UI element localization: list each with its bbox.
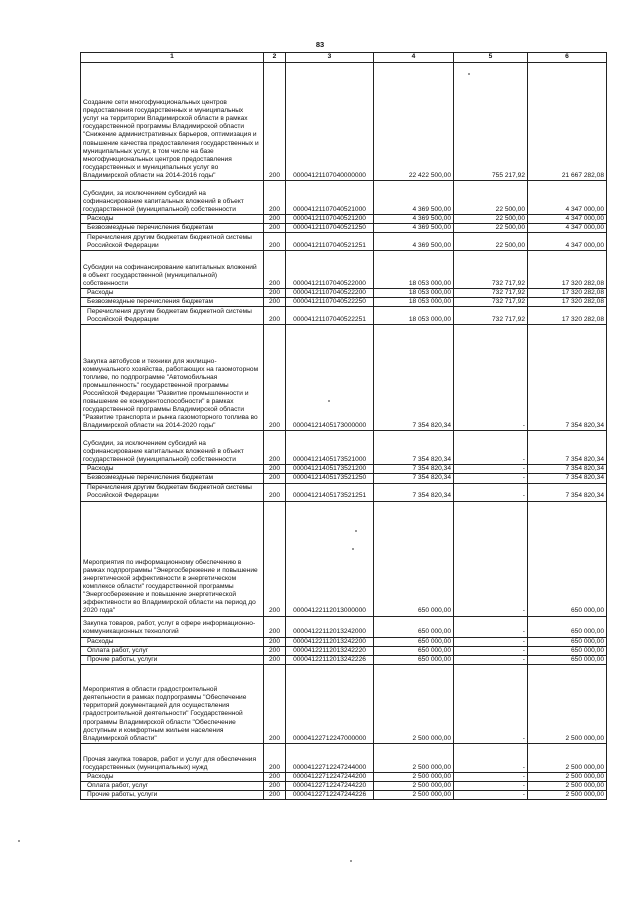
row-value-cell: 7 354 820,34	[528, 474, 607, 483]
row-name-cell: Прочие работы, услуги	[81, 655, 264, 664]
row-name-cell: Расходы	[81, 772, 264, 781]
row-value-cell: 4 369 500,00	[374, 215, 454, 224]
row-code-cell: 00004121107040521250	[286, 224, 374, 233]
row-name-cell: Расходы	[81, 215, 264, 224]
row-value-cell: -	[454, 325, 528, 431]
row-code-cell: 00004122112013000000	[286, 501, 374, 616]
row-code-cell: 00004122712247244200	[286, 772, 374, 781]
table-row	[81, 791, 607, 800]
row-value-cell: 4 369 500,00	[374, 181, 454, 215]
row-code-cell: 00004121107040522000	[286, 251, 374, 289]
row-value-cell: 22 422 500,00	[374, 63, 454, 181]
table-row	[81, 664, 607, 743]
header-cell: 3	[286, 53, 374, 63]
row-vr-cell: 200	[264, 233, 286, 251]
table-row	[81, 646, 607, 655]
row-value-cell: 17 320 282,08	[528, 298, 607, 307]
row-value-cell: 4 369 500,00	[374, 224, 454, 233]
row-value-cell: 2 500 000,00	[528, 664, 607, 743]
row-value-cell: 2 500 000,00	[374, 664, 454, 743]
row-value-cell: -	[454, 655, 528, 664]
row-value-cell: 7 354 820,34	[528, 483, 607, 501]
header-cell: 4	[374, 53, 454, 63]
row-code-cell: 00004121107040522250	[286, 298, 374, 307]
header-cell: 5	[454, 53, 528, 63]
row-value-cell: 17 320 282,08	[528, 251, 607, 289]
row-value-cell: 2 500 000,00	[374, 743, 454, 772]
row-name-cell: Перечисления другим бюджетам бюджетной системы Российской Федерации	[81, 233, 264, 251]
row-vr-cell: 200	[264, 637, 286, 646]
scan-speck	[355, 530, 357, 532]
row-value-cell: 7 354 820,34	[528, 431, 607, 465]
table-row	[81, 655, 607, 664]
row-value-cell: 2 500 000,00	[374, 791, 454, 800]
table-row	[81, 637, 607, 646]
row-value-cell: -	[454, 465, 528, 474]
row-value-cell: -	[454, 791, 528, 800]
row-value-cell: 7 354 820,34	[528, 325, 607, 431]
row-name-cell: Мероприятия в области градостроительной деятельности в рамках подпрограммы "Обеспечение территорий документацией для осуществления градостроительной деятельности" Государственной программы Владимирской области "Обеспечение доступным и комфортным жильем населения Владимирской области"	[81, 664, 264, 743]
row-vr-cell: 200	[264, 298, 286, 307]
row-value-cell: -	[454, 664, 528, 743]
row-vr-cell: 200	[264, 251, 286, 289]
row-vr-cell: 200	[264, 224, 286, 233]
page-number: 83	[315, 40, 325, 49]
row-value-cell: -	[454, 772, 528, 781]
row-name-cell: Субсидии, за исключением субсидий на софинансирование капитальных вложений в объект государственной (муниципальной) собственности	[81, 431, 264, 465]
row-value-cell: 2 500 000,00	[528, 791, 607, 800]
row-code-cell: 00004121107040000000	[286, 63, 374, 181]
row-value-cell: 732 717,92	[454, 251, 528, 289]
table-row	[81, 474, 607, 483]
row-vr-cell: 200	[264, 181, 286, 215]
table-row	[81, 307, 607, 325]
row-value-cell: -	[454, 474, 528, 483]
row-code-cell: 00004122112013242000	[286, 616, 374, 637]
row-name-cell: Безвозмездные перечисления бюджетам	[81, 224, 264, 233]
row-name-cell: Оплата работ, услуг	[81, 646, 264, 655]
row-vr-cell: 200	[264, 791, 286, 800]
row-value-cell: 2 500 000,00	[374, 781, 454, 790]
row-value-cell: 650 000,00	[528, 501, 607, 616]
table-row	[81, 616, 607, 637]
row-name-cell: Расходы	[81, 637, 264, 646]
row-value-cell: -	[454, 743, 528, 772]
row-name-cell: Прочие работы, услуги	[81, 791, 264, 800]
row-name-cell: Расходы	[81, 289, 264, 298]
row-name-cell: Создание сети многофункциональных центров предоставления государственных и муниципальных услуг на территории Владимирской области в рамках государственной программы Владимирской области "Снижение административных барьеров, оптимизация и повышение качества предоставления государственных и муниципальных услуг, в том числе на базе многофункциональных центров предоставления государственных и муниципальных услуг во Владимирской области на 2014-2016 годы"	[81, 63, 264, 181]
row-value-cell: 4 347 000,00	[528, 181, 607, 215]
row-value-cell: 18 053 000,00	[374, 251, 454, 289]
row-value-cell: 650 000,00	[374, 646, 454, 655]
row-code-cell: 00004121405173521200	[286, 465, 374, 474]
row-name-cell: Перечисления другим бюджетам бюджетной системы Российской Федерации	[81, 483, 264, 501]
row-code-cell: 00004121107040521200	[286, 215, 374, 224]
row-value-cell: -	[454, 501, 528, 616]
row-vr-cell: 200	[264, 772, 286, 781]
row-value-cell: 650 000,00	[528, 646, 607, 655]
row-value-cell: 17 320 282,08	[528, 307, 607, 325]
row-name-cell: Оплата работ, услуг	[81, 781, 264, 790]
row-name-cell: Прочая закупка товаров, работ и услуг для обеспечения государственных (муниципальных) нужд	[81, 743, 264, 772]
row-value-cell: 22 500,00	[454, 233, 528, 251]
row-value-cell: 7 354 820,34	[374, 483, 454, 501]
row-code-cell: 00004122712247244226	[286, 791, 374, 800]
row-value-cell: 22 500,00	[454, 181, 528, 215]
row-value-cell: 7 354 820,34	[374, 474, 454, 483]
row-value-cell: 7 354 820,34	[528, 465, 607, 474]
table-row	[81, 298, 607, 307]
table-row	[81, 325, 607, 431]
row-value-cell: 17 320 282,08	[528, 289, 607, 298]
row-code-cell: 00004122112013242200	[286, 637, 374, 646]
row-value-cell: 4 347 000,00	[528, 215, 607, 224]
row-value-cell: 22 500,00	[454, 224, 528, 233]
row-vr-cell: 200	[264, 431, 286, 465]
row-value-cell: 650 000,00	[374, 616, 454, 637]
row-code-cell: 00004121405173521250	[286, 474, 374, 483]
scan-speck	[18, 840, 20, 842]
table-row	[81, 501, 607, 616]
row-value-cell: 2 500 000,00	[528, 743, 607, 772]
row-code-cell: 00004122112013242226	[286, 655, 374, 664]
row-code-cell: 00004121107040521000	[286, 181, 374, 215]
row-code-cell: 00004122112013242220	[286, 646, 374, 655]
scan-speck	[468, 73, 470, 75]
row-vr-cell: 200	[264, 474, 286, 483]
budget-table	[80, 52, 607, 800]
row-value-cell: 2 500 000,00	[374, 772, 454, 781]
row-vr-cell: 200	[264, 325, 286, 431]
table-row	[81, 781, 607, 790]
header-cell: 6	[528, 53, 607, 63]
row-name-cell: Субсидии на софинансирование капитальных вложений в объект государственной (муниципальной) собственности	[81, 251, 264, 289]
row-code-cell: 00004121107040522251	[286, 307, 374, 325]
row-code-cell: 00004121107040522200	[286, 289, 374, 298]
row-vr-cell: 200	[264, 483, 286, 501]
table-row	[81, 465, 607, 474]
row-value-cell: 4 347 000,00	[528, 224, 607, 233]
row-value-cell: -	[454, 483, 528, 501]
row-vr-cell: 200	[264, 501, 286, 616]
scan-speck	[350, 860, 352, 862]
scan-speck	[328, 400, 330, 402]
header-cell: 2	[264, 53, 286, 63]
row-name-cell: Безвозмездные перечисления бюджетам	[81, 474, 264, 483]
row-value-cell: -	[454, 431, 528, 465]
table-row	[81, 743, 607, 772]
row-name-cell: Субсидии, за исключением субсидий на софинансирование капитальных вложений в объект государственной (муниципальной) собственности	[81, 181, 264, 215]
row-vr-cell: 200	[264, 215, 286, 224]
row-vr-cell: 200	[264, 655, 286, 664]
row-name-cell: Безвозмездные перечисления бюджетам	[81, 298, 264, 307]
row-value-cell: 18 053 000,00	[374, 289, 454, 298]
scan-speck	[352, 548, 354, 550]
row-vr-cell: 200	[264, 743, 286, 772]
row-value-cell: 18 053 000,00	[374, 298, 454, 307]
row-vr-cell: 200	[264, 63, 286, 181]
row-name-cell: Мероприятия по информационному обеспечению в рамках подпрограммы "Энергосбережение и повышение энергетической эффективности в энергетическом комплексе области" государственной программы "Энергосбережение и повышение энергетической эффективности во Владимирской области на период до 2020 года"	[81, 501, 264, 616]
row-code-cell: 00004122712247000000	[286, 664, 374, 743]
row-value-cell: -	[454, 616, 528, 637]
row-code-cell: 00004122712247244220	[286, 781, 374, 790]
table-row	[81, 431, 607, 465]
table-row	[81, 772, 607, 781]
row-value-cell: 650 000,00	[374, 501, 454, 616]
row-value-cell: 7 354 820,34	[374, 325, 454, 431]
row-value-cell: 7 354 820,34	[374, 431, 454, 465]
row-value-cell: 2 500 000,00	[528, 772, 607, 781]
row-code-cell: 00004121405173521251	[286, 483, 374, 501]
row-value-cell: 732 717,92	[454, 298, 528, 307]
row-value-cell: 650 000,00	[528, 616, 607, 637]
row-value-cell: 4 369 500,00	[374, 233, 454, 251]
row-vr-cell: 200	[264, 646, 286, 655]
row-code-cell: 00004121107040521251	[286, 233, 374, 251]
row-vr-cell: 200	[264, 465, 286, 474]
row-value-cell: 7 354 820,34	[374, 465, 454, 474]
table-row	[81, 215, 607, 224]
row-vr-cell: 200	[264, 289, 286, 298]
row-vr-cell: 200	[264, 781, 286, 790]
table-row	[81, 181, 607, 215]
row-value-cell: 18 053 000,00	[374, 307, 454, 325]
header-cell: 1	[81, 53, 264, 63]
table-row	[81, 289, 607, 298]
row-code-cell: 00004121405173000000	[286, 325, 374, 431]
row-vr-cell: 200	[264, 664, 286, 743]
row-name-cell: Расходы	[81, 465, 264, 474]
row-value-cell: 650 000,00	[528, 637, 607, 646]
row-value-cell: 22 500,00	[454, 215, 528, 224]
row-value-cell: -	[454, 781, 528, 790]
table-row	[81, 63, 607, 181]
row-value-cell: 650 000,00	[374, 637, 454, 646]
row-value-cell: 2 500 000,00	[528, 781, 607, 790]
row-value-cell: 732 717,92	[454, 307, 528, 325]
row-value-cell: 732 717,92	[454, 289, 528, 298]
row-name-cell: Перечисления другим бюджетам бюджетной системы Российской Федерации	[81, 307, 264, 325]
table-row	[81, 251, 607, 289]
table-row	[81, 224, 607, 233]
row-value-cell: -	[454, 646, 528, 655]
row-value-cell: -	[454, 637, 528, 646]
row-vr-cell: 200	[264, 307, 286, 325]
row-value-cell: 650 000,00	[374, 655, 454, 664]
table-row	[81, 233, 607, 251]
row-value-cell: 4 347 000,00	[528, 233, 607, 251]
row-vr-cell: 200	[264, 616, 286, 637]
row-code-cell: 00004122712247244000	[286, 743, 374, 772]
row-value-cell: 755 217,92	[454, 63, 528, 181]
header-row	[81, 53, 607, 63]
row-value-cell: 21 667 282,08	[528, 63, 607, 181]
table-row	[81, 483, 607, 501]
row-value-cell: 650 000,00	[528, 655, 607, 664]
row-name-cell: Закупка товаров, работ, услуг в сфере информационно-коммуникационных технологий	[81, 616, 264, 637]
row-name-cell: Закупка автобусов и техники для жилищно-коммунального хозяйства, работающих на газомоторном топливе, по подпрограмме "Автомобильная промышленность" государственной программы Российской Федерации "Развитие промышленности и повышение ее конкурентоспособности" в рамках государственной программы Владимирской области "Развитие транспорта и рынка газомоторного топлива во Владимирской области на 2014-2020 годы"	[81, 325, 264, 431]
row-code-cell: 00004121405173521000	[286, 431, 374, 465]
